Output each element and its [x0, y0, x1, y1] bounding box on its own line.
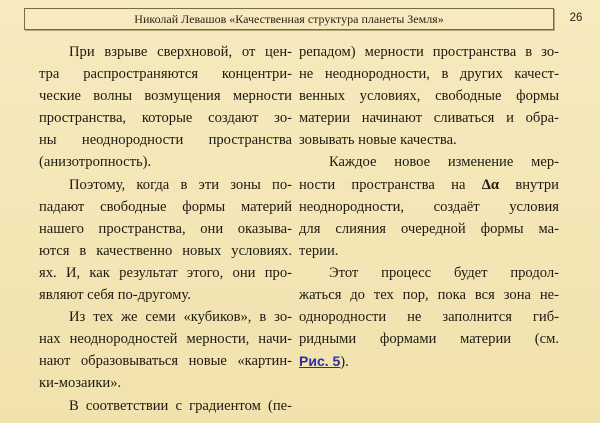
text-line: ны неоднородности пространства — [39, 132, 292, 149]
text-line: Этот процесс будет продол- — [329, 264, 559, 281]
text-line: тра распространяются концентри- — [39, 66, 292, 83]
text-line: При взрыве сверхновой, от цен- — [69, 44, 292, 60]
text-line: однородности не заполнится гиб- — [299, 309, 559, 326]
text-line: материи начинают сливаться и обра- — [299, 110, 559, 127]
text-line: нают образовываться новые «картин- — [39, 353, 292, 370]
text-line: неоднородности, создаёт условия — [299, 198, 559, 215]
text-line: ки-мозаики». — [39, 375, 122, 392]
right-column — [299, 41, 559, 372]
text-line: для слияния очередной формы ма- — [299, 220, 559, 237]
text-line: (анизотропность). — [39, 154, 152, 171]
running-header — [24, 8, 554, 30]
text-line: пространства, которые создают зо- — [39, 110, 292, 127]
figure-5-link[interactable]: Рис. 5 — [299, 353, 341, 370]
text-line: ности пространства на Δα внутри — [299, 176, 559, 193]
text-line: Поэтому, когда в эти зоны по- — [69, 176, 292, 193]
text-line: Из тех же семи «кубиков», в зо- — [69, 309, 292, 326]
running-title: Николай Левашов «Качественная структура планеты Земля» — [134, 11, 444, 26]
text-line: терии. — [299, 242, 339, 259]
delta-alpha-symbol: Δα — [481, 176, 500, 193]
text-line: нах неоднородностей мерности, начи- — [39, 331, 292, 348]
text-line: репадом) мерности пространства в зо- — [299, 44, 559, 60]
text-line: венных условиях, свободные формы — [299, 88, 559, 105]
text-line: ридными формами материи (см. — [299, 331, 559, 348]
left-column — [39, 41, 292, 417]
text-line: нашего пространства, они оказыва- — [39, 220, 292, 237]
text-line: Рис. 5). — [299, 353, 349, 371]
text-line: не неоднородности, в других качест- — [299, 66, 559, 83]
page-number: 26 — [569, 12, 583, 24]
text-line: В соответствии с градиентом (пе- — [69, 397, 292, 414]
text-line: жаться до тех пор, пока вся зона не- — [299, 287, 559, 304]
text-line: падают свободные формы материй — [39, 198, 292, 215]
text-line: Каждое новое изменение мер- — [329, 154, 559, 171]
text-line: ются в качественно новых условиях. — [39, 242, 292, 259]
text-line: ческие волны возмущения мерности — [39, 88, 292, 105]
text-line: ях. И, как результат этого, они про- — [39, 264, 292, 281]
text-line: зовывать новые качества. — [299, 132, 457, 149]
text-line: являют себя по-другому. — [39, 287, 191, 304]
